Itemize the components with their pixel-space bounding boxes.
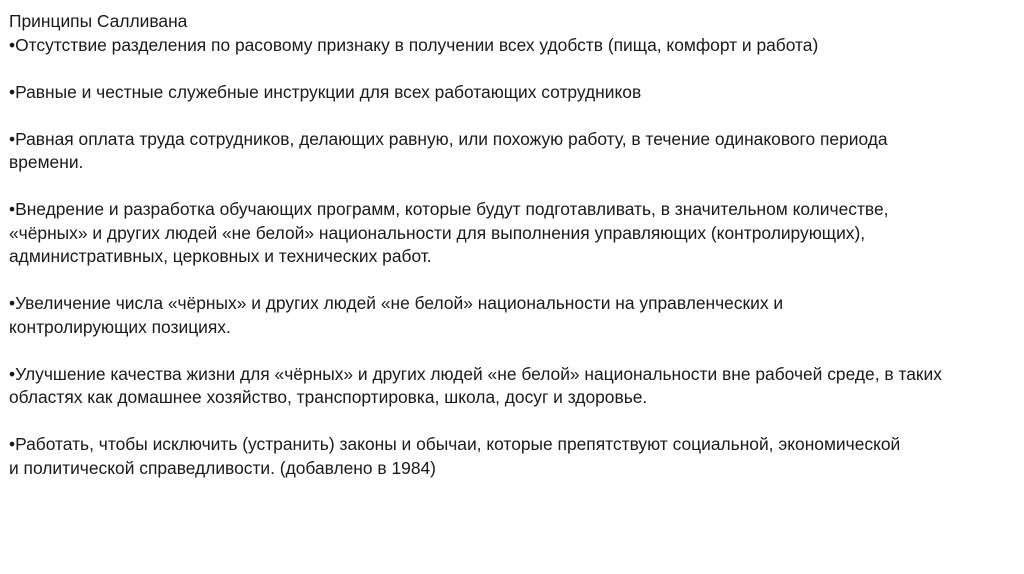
principle-item-6: •Улучшение качества жизни для «чёрных» и других людей «не белой» национальности вне рабочей среде, в таких областях как домашнее хозяйство, транспортировка, школа, досуг и здоровье. xyxy=(9,363,942,407)
principle-item-4: •Внедрение и разработка обучающих программ, которые будут подготавливать, в значительном количестве, «чёрных» и других людей «не белой» национальности для выполнения управляющих (контролирующих), административных, церковных и технических работ. xyxy=(9,199,889,266)
principle-item-3: •Равная оплата труда сотрудников, делающих равную, или похожую работу, в течение одинакового периода времени. xyxy=(9,128,888,172)
principle-item-1: •Отсутствие разделения по расовому признаку в получении всех удобств (пища, комфорт и работа) xyxy=(9,34,819,55)
principle-item-5: •Увеличение числа «чёрных» и других людей «не белой» национальности на управленческих и контролирующих позициях. xyxy=(9,293,784,337)
principle-item-2: •Равные и честные служебные инструкции для всех работающих сотрудников xyxy=(9,81,642,102)
principles-list xyxy=(9,34,1009,481)
slide-content xyxy=(9,10,1009,480)
slide-title: Принципы Салливана xyxy=(9,11,188,31)
principle-item-7: •Работать, чтобы исключить (устранить) законы и обычаи, которые препятствуют социальной, экономической и политической справедливости. (добавлено в 1984) xyxy=(9,434,901,478)
